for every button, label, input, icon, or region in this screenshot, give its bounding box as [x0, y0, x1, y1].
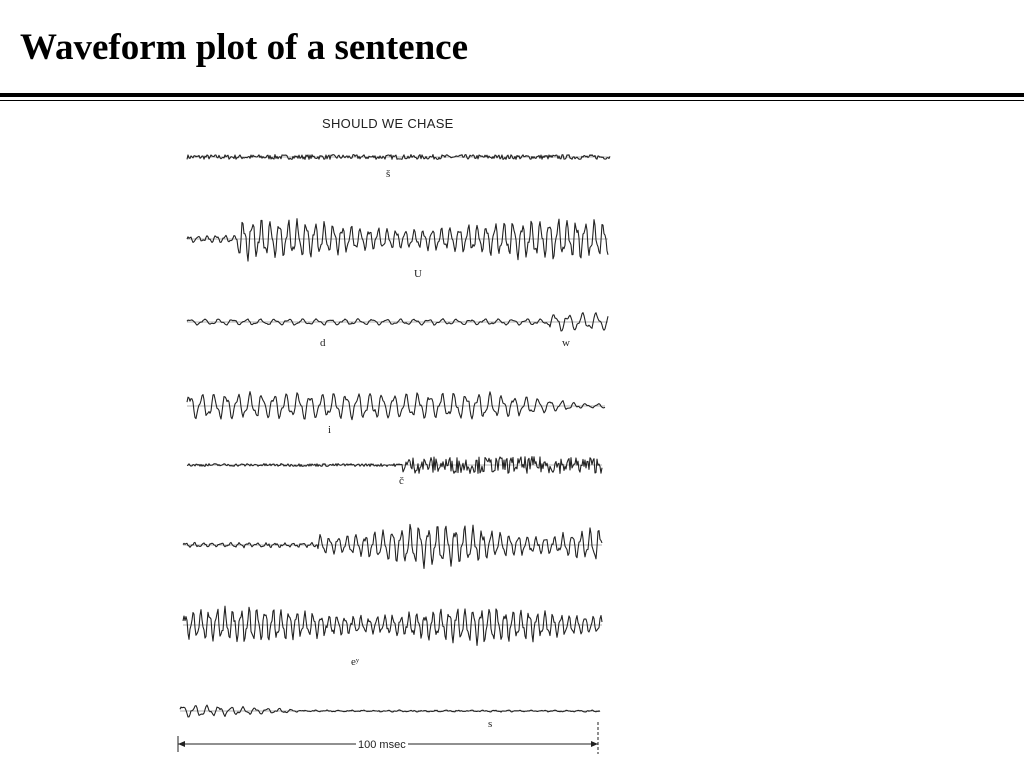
segment-label-w: w [562, 337, 570, 349]
title-rule-thin [0, 100, 1024, 101]
waveform-figure [170, 108, 620, 763]
figure-caption: SHOULD WE CHASE [322, 116, 454, 131]
segment-label-s: s [488, 718, 493, 730]
waveform-canvas [170, 108, 620, 763]
trace-row-4 [187, 392, 605, 420]
segment-label-ch: č [399, 475, 404, 487]
segment-label-i: i [328, 424, 332, 436]
trace-row-6 [183, 524, 602, 568]
trace-row-5 [187, 457, 602, 474]
segment-label-ey: eʸ [351, 656, 360, 668]
segment-label-sh: š [386, 168, 391, 180]
page-title: Waveform plot of a sentence [20, 27, 469, 68]
time-scale-label: 100 msec [358, 739, 406, 751]
segment-label-d: d [320, 337, 326, 349]
time-scale-right-arrow [591, 741, 598, 747]
segment-label-u: U [414, 268, 422, 280]
title-rule-thick [0, 93, 1024, 97]
trace-row-2 [187, 219, 608, 261]
time-scale-left-arrow [178, 741, 185, 747]
trace-row-7 [183, 606, 602, 645]
